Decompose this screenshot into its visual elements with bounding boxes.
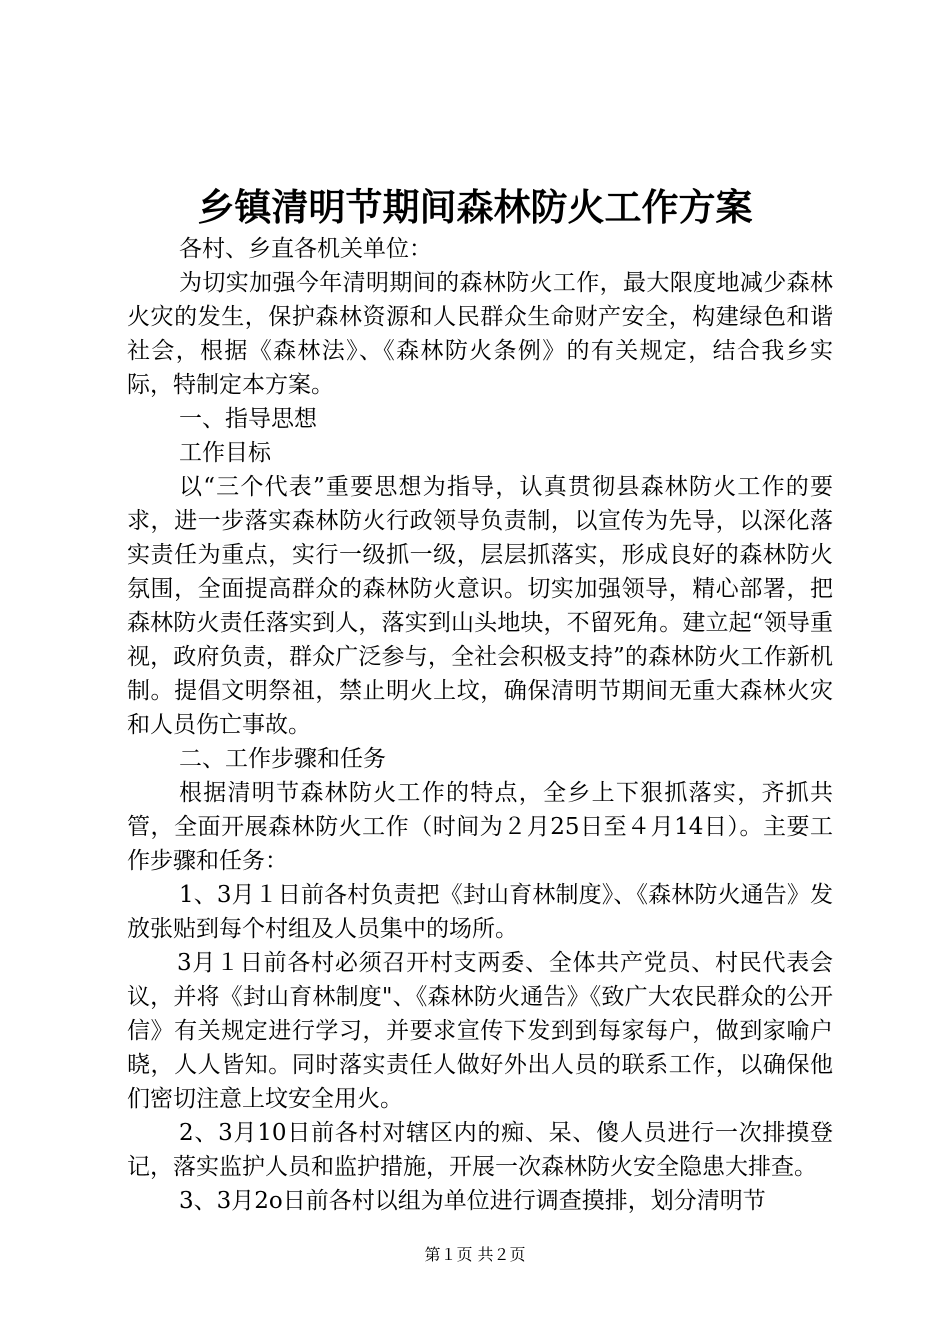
section-heading-guiding-thought: 一、指导思想 [179,406,317,432]
goal-paragraph: 以“三个代表”重要思想为指导，认真贯彻县森林防火工作的要求，进一步落实森林防火行政领导负责制，以宣传为先导，以深化落实责任为重点，实行一级抓一级，层层抓落实，形成良好的森林防火氛围，全面提高群众的森林防火意识。切实加强领导，精心部署，把森林防火责任落实到人，落实到山头地块，不留死角。建立起“领导重视，政府负责，群众广泛参与，全社会积极支持”的森林防火工作新机制。提倡文明祭祖，禁止明火上坟，确保清明节期间无重大森林火灾和人员伤亡事故。 [127,474,833,738]
step-3-paragraph: 3、3月2o日前各村以组为单位进行调查摸排，划分清明节 [179,1188,766,1214]
steps-intro-paragraph: 根据清明节森林防火工作的特点，全乡上下狠抓落实，齐抓共管，全面开展森林防火工作（时间为２月25日至４月14日）。主要工作步骤和任务： [127,780,833,874]
intro-paragraph: 为切实加强今年清明期间的森林防火工作，最大限度地减少森林火灾的发生，保护森林资源和人民群众生命财产安全，构建绿色和谐社会，根据《森林法》、《森林防火条例》的有关规定，结合我乡实际，特制定本方案。 [127,270,833,398]
step-1-paragraph: 1、3月１日前各村负责把《封山育林制度》、《森林防火通告》发放张贴到每个村组及人员集中的场所。 [127,882,833,942]
section-heading-steps: 二、工作步骤和任务 [179,746,386,772]
step-2-paragraph: 2、3月10日前各村对辖区内的痴、呆、傻人员进行一次排摸登记，落实监护人员和监护措施，开展一次森林防火安全隐患大排查。 [127,1120,833,1180]
step-1b-paragraph: 3月１日前各村必须召开村支两委、全体共产党员、村民代表会议，并将《封山育林制度"、《森林防火通告》《致广大农民群众的公开信》有关规定进行学习，并要求宣传下发到到每家每户，做到家喻户晓，人人皆知。同时落实责任人做好外出人员的联系工作，以确保他们密切注意上坟安全用火。 [127,950,833,1112]
page-title: 乡镇清明节期间森林防火工作方案 [197,186,753,229]
page-footer: 第１页 共２页 [424,1245,526,1264]
subheading-work-goal: 工作目标 [179,440,271,466]
document-body [127,232,833,1218]
salutation-paragraph: 各村、乡直各机关单位： [179,236,432,262]
